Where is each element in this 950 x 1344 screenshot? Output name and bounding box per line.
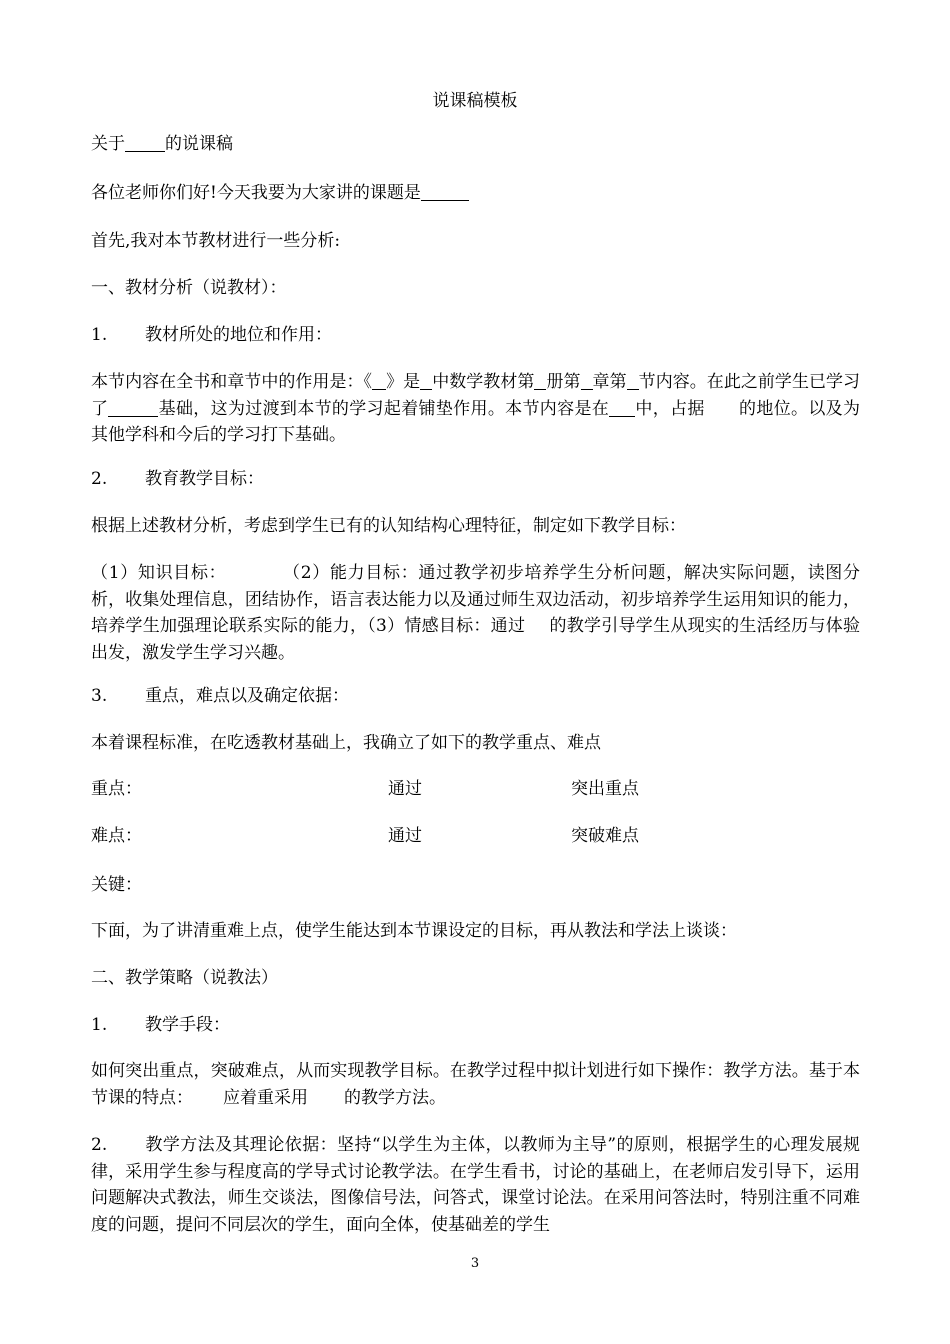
difficulty-via: 通过 [388,826,422,846]
blank [420,372,432,390]
item-number: 3. [91,686,108,706]
difficulty-result: 突破难点 [571,826,639,846]
methods-paragraph [91,1132,860,1238]
item-number: 1. [91,1015,108,1035]
item-2-1 [91,1012,230,1038]
text-run: 中，占据 [635,398,705,419]
subject-blank [421,183,469,201]
goals-paragraph [91,560,860,666]
blank [581,372,593,390]
text-run: 的地位。以及为其他学科和今后的学习打下基础。 [91,398,861,445]
key-point-via: 通过 [388,779,422,799]
text-run: 本节内容在全书和章节中的作用是：《 [91,372,373,392]
section-2-heading: 二、教学策略（说教法） [91,968,278,988]
text-run: 中数学教材第 [432,372,535,392]
intro-line: 首先,我对本节教材进行一些分析: [91,231,341,251]
item-text: 重点，难点以及确定依据： [145,686,349,706]
text-run: 》是 [386,372,421,392]
document-title: 说课稿模板 [432,91,518,111]
item-number: 2. [91,1135,108,1155]
text-run: 的教学方法。 [344,1087,446,1108]
about-suffix: 的说课稿 [165,134,233,154]
item-number: 2. [91,469,108,489]
greeting-line [91,180,469,206]
text-run: 章第 [592,372,627,392]
blank [627,372,639,390]
item-text: 教育教学目标： [145,469,264,489]
transition-line: 下面，为了讲清重难上点，使学生能达到本节课设定的目标，再从教法和学法上谈谈： [91,921,737,941]
blank [609,399,635,417]
item-text: 教材所处的地位和作用： [145,325,332,345]
key-point-result: 突出重点 [571,779,639,799]
item-1-1 [91,322,332,348]
text-run: 应着重采用 [223,1087,308,1108]
goals-intro-line: 根据上述教材分析，考虑到学生已有的认知结构心理特征，制定如下教学目标： [91,516,686,536]
section-1-heading: 一、教材分析（说教材）： [91,278,287,298]
item-number: 1. [91,325,108,345]
means-paragraph [91,1058,860,1111]
crux-label: 关键： [91,875,142,895]
text-run: 的教学引导学生从现实的生活经历与体验出发，激发学生学习兴趣。 [91,616,860,663]
text-run: 册第 [546,372,581,392]
item-text: 教学手段： [145,1015,230,1035]
topic-blank [125,134,165,152]
greeting-text: 各位老师你们好!今天我要为大家讲的课题是 [91,183,421,203]
item-1-2 [91,466,264,492]
text-run: （1）知识目标： [91,563,227,583]
about-line [91,131,233,157]
role-paragraph [91,369,860,449]
key-intro-line: 本着课程标准，在吃透教材基础上，我确立了如下的教学重点、难点 [91,733,601,753]
text-run: 基础，这为过渡到本节的学习起着铺垫作用。本节内容是在 [158,398,610,419]
blank [534,372,546,390]
blank [108,399,158,417]
text-run: 如何突出重点，突破难点，从而实现教学目标。在教学过程中拟计划进行如下操作：教学方法。基于本节课的特点： [91,1061,860,1108]
about-prefix: 关于 [91,134,125,154]
key-point-label: 重点： [91,779,142,799]
item-text: 教学方法及其理论依据：坚持“以学生为主体，以教师为主导”的原则，根据学生的心理发展规律，采用学生参与程度高的学导式讨论教学法。在学生看书，讨论的基础上，在老师启发引导下，运用问题解决式教法，师生交谈法，图像信号法，问答式，课堂讨论法。在采用问答法时，特别注重不同难度的问题，提问不同层次的学生，面向全体，使基础差的学生 [91,1135,860,1235]
page-number: 3 [470,1256,480,1271]
text-run: （2）能力目标：通过教学初步培养学生分析问题，解决实际问题，读图分析，收集处理信息，团结协作，语言表达能力以及通过师生双边活动，初步培养学生运用知识的能力，培养学生加强理论联系实际的能力，（3）情感目标：通过 [91,563,860,636]
item-1-3 [91,683,349,709]
difficulty-label: 难点： [91,826,142,846]
text-run: 节内容。在此之前学生已学习了 [91,372,861,419]
blank [372,372,386,390]
